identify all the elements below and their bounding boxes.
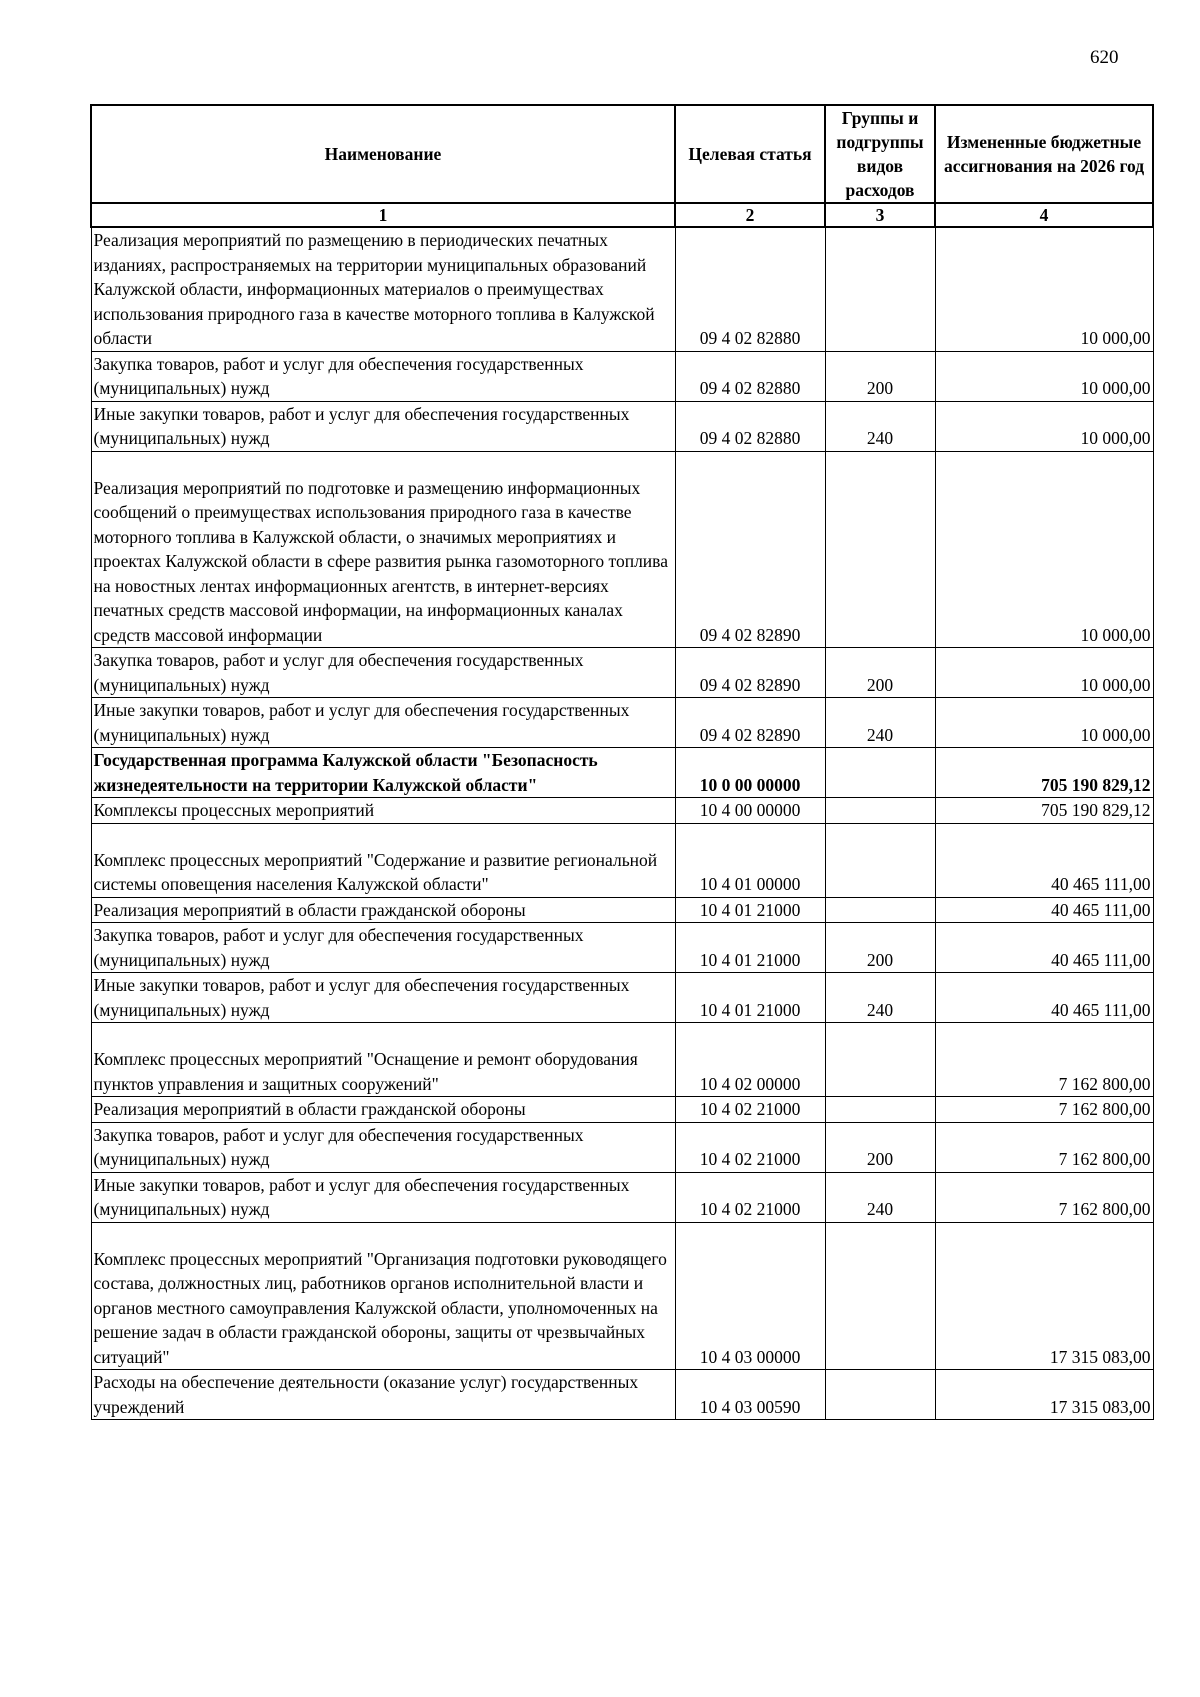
budget-table bbox=[90, 104, 1154, 1420]
row-target-article-cell: 10 4 02 21000 bbox=[675, 1172, 825, 1222]
row-expense-group-cell: 240 bbox=[825, 1172, 935, 1222]
row-expense-group-cell bbox=[825, 1097, 935, 1123]
row-name-cell: Комплекс процессных мероприятий "Организация подготовки руководящего состава, должностных лиц, работников органов исполнительной власти и органов местного самоуправления Калужской области, уполномоченных на решение задач в области гражданской обороны, защиты от чрезвычайных ситуаций" bbox=[91, 1222, 675, 1370]
page-number: 620 bbox=[1090, 47, 1119, 68]
row-expense-group-cell bbox=[825, 1023, 935, 1097]
table-row bbox=[91, 897, 1153, 923]
row-name-cell: Закупка товаров, работ и услуг для обеспечения государственных (муниципальных) нужд bbox=[91, 351, 675, 401]
row-amount-cell: 17 315 083,00 bbox=[935, 1222, 1153, 1370]
row-target-article-cell: 10 4 01 21000 bbox=[675, 973, 825, 1023]
row-target-article-cell: 09 4 02 82880 bbox=[675, 351, 825, 401]
column-number-3: 3 bbox=[825, 203, 935, 227]
row-name-cell: Закупка товаров, работ и услуг для обеспечения государственных (муниципальных) нужд bbox=[91, 1122, 675, 1172]
table-header bbox=[91, 105, 1153, 227]
row-name-cell: Комплексы процессных мероприятий bbox=[91, 798, 675, 824]
table-row bbox=[91, 401, 1153, 451]
row-target-article-cell: 10 4 02 21000 bbox=[675, 1122, 825, 1172]
row-amount-cell: 10 000,00 bbox=[935, 227, 1153, 351]
header-budget-allocations: Измененные бюджетные ассигнования на 2026 год bbox=[935, 105, 1153, 203]
row-target-article-cell: 10 4 01 21000 bbox=[675, 923, 825, 973]
table-row bbox=[91, 648, 1153, 698]
row-expense-group-cell bbox=[825, 798, 935, 824]
column-number-1: 1 bbox=[91, 203, 675, 227]
table-row bbox=[91, 351, 1153, 401]
header-name: Наименование bbox=[91, 105, 675, 203]
row-amount-cell: 7 162 800,00 bbox=[935, 1097, 1153, 1123]
table-row bbox=[91, 923, 1153, 973]
row-name-cell: Иные закупки товаров, работ и услуг для обеспечения государственных (муниципальных) нужд bbox=[91, 1172, 675, 1222]
row-name-cell: Комплекс процессных мероприятий "Содержание и развитие региональной системы оповещения населения Калужской области" bbox=[91, 823, 675, 897]
row-expense-group-cell bbox=[825, 748, 935, 798]
row-name-cell: Реализация мероприятий по размещению в периодических печатных изданиях, распространяемых на территории муниципальных образований Калужской области, информационных материалов о преимуществах использования природного газа в качестве моторного топлива в Калужской области bbox=[91, 227, 675, 351]
row-amount-cell: 705 190 829,12 bbox=[935, 748, 1153, 798]
row-target-article-cell: 09 4 02 82890 bbox=[675, 451, 825, 648]
row-amount-cell: 7 162 800,00 bbox=[935, 1122, 1153, 1172]
row-amount-cell: 10 000,00 bbox=[935, 401, 1153, 451]
row-target-article-cell: 10 4 01 21000 bbox=[675, 897, 825, 923]
row-amount-cell: 17 315 083,00 bbox=[935, 1370, 1153, 1420]
row-target-article-cell: 10 4 03 00590 bbox=[675, 1370, 825, 1420]
row-expense-group-cell: 200 bbox=[825, 923, 935, 973]
table-row bbox=[91, 1222, 1153, 1370]
row-amount-cell: 40 465 111,00 bbox=[935, 973, 1153, 1023]
row-expense-group-cell: 200 bbox=[825, 1122, 935, 1172]
row-expense-group-cell bbox=[825, 823, 935, 897]
row-target-article-cell: 09 4 02 82880 bbox=[675, 401, 825, 451]
row-amount-cell: 10 000,00 bbox=[935, 351, 1153, 401]
row-amount-cell: 10 000,00 bbox=[935, 698, 1153, 748]
row-target-article-cell: 09 4 02 82880 bbox=[675, 227, 825, 351]
table-row bbox=[91, 1122, 1153, 1172]
row-amount-cell: 7 162 800,00 bbox=[935, 1023, 1153, 1097]
row-name-cell: Комплекс процессных мероприятий "Оснащение и ремонт оборудования пунктов управления и защитных сооружений" bbox=[91, 1023, 675, 1097]
column-number-4: 4 bbox=[935, 203, 1153, 227]
table-row bbox=[91, 1023, 1153, 1097]
row-target-article-cell: 10 4 02 21000 bbox=[675, 1097, 825, 1123]
row-expense-group-cell bbox=[825, 1222, 935, 1370]
table-row bbox=[91, 973, 1153, 1023]
table-row bbox=[91, 748, 1153, 798]
row-name-cell: Закупка товаров, работ и услуг для обеспечения государственных (муниципальных) нужд bbox=[91, 923, 675, 973]
row-name-cell: Иные закупки товаров, работ и услуг для обеспечения государственных (муниципальных) нужд bbox=[91, 973, 675, 1023]
row-expense-group-cell: 200 bbox=[825, 351, 935, 401]
row-target-article-cell: 10 4 01 00000 bbox=[675, 823, 825, 897]
row-expense-group-cell: 200 bbox=[825, 648, 935, 698]
row-name-cell: Расходы на обеспечение деятельности (оказание услуг) государственных учреждений bbox=[91, 1370, 675, 1420]
row-amount-cell: 7 162 800,00 bbox=[935, 1172, 1153, 1222]
row-target-article-cell: 09 4 02 82890 bbox=[675, 698, 825, 748]
row-name-cell: Реализация мероприятий по подготовке и размещению информационных сообщений о преимуществах использования природного газа в качестве моторного топлива в Калужской области, о значимых мероприятиях и проектах Калужской области в сфере развития рынка газомоторного топлива на новостных лентах информационных агентств, в интернет-версиях печатных средств массовой информации, на информационных каналах средств массовой информации bbox=[91, 451, 675, 648]
row-name-cell: Государственная программа Калужской области "Безопасность жизнедеятельности на территории Калужской области" bbox=[91, 748, 675, 798]
row-target-article-cell: 09 4 02 82890 bbox=[675, 648, 825, 698]
row-name-cell: Реализация мероприятий в области гражданской обороны bbox=[91, 1097, 675, 1123]
row-expense-group-cell: 240 bbox=[825, 401, 935, 451]
column-number-2: 2 bbox=[675, 203, 825, 227]
row-target-article-cell: 10 4 03 00000 bbox=[675, 1222, 825, 1370]
table-row bbox=[91, 1172, 1153, 1222]
header-target-article: Целевая статья bbox=[675, 105, 825, 203]
row-amount-cell: 10 000,00 bbox=[935, 451, 1153, 648]
row-expense-group-cell: 240 bbox=[825, 698, 935, 748]
table-row bbox=[91, 451, 1153, 648]
row-amount-cell: 705 190 829,12 bbox=[935, 798, 1153, 824]
header-expense-groups: Группы и подгруппы видов расходов bbox=[825, 105, 935, 203]
row-name-cell: Реализация мероприятий в области гражданской обороны bbox=[91, 897, 675, 923]
row-expense-group-cell bbox=[825, 1370, 935, 1420]
row-name-cell: Иные закупки товаров, работ и услуг для обеспечения государственных (муниципальных) нужд bbox=[91, 401, 675, 451]
row-target-article-cell: 10 4 00 00000 bbox=[675, 798, 825, 824]
row-expense-group-cell bbox=[825, 897, 935, 923]
row-expense-group-cell bbox=[825, 227, 935, 351]
table-row bbox=[91, 1097, 1153, 1123]
row-expense-group-cell: 240 bbox=[825, 973, 935, 1023]
row-name-cell: Иные закупки товаров, работ и услуг для обеспечения государственных (муниципальных) нужд bbox=[91, 698, 675, 748]
table-row bbox=[91, 798, 1153, 824]
row-amount-cell: 40 465 111,00 bbox=[935, 823, 1153, 897]
row-target-article-cell: 10 0 00 00000 bbox=[675, 748, 825, 798]
row-name-cell: Закупка товаров, работ и услуг для обеспечения государственных (муниципальных) нужд bbox=[91, 648, 675, 698]
table-row bbox=[91, 698, 1153, 748]
table-body bbox=[91, 227, 1153, 1420]
row-amount-cell: 40 465 111,00 bbox=[935, 923, 1153, 973]
row-target-article-cell: 10 4 02 00000 bbox=[675, 1023, 825, 1097]
row-expense-group-cell bbox=[825, 451, 935, 648]
row-amount-cell: 40 465 111,00 bbox=[935, 897, 1153, 923]
row-amount-cell: 10 000,00 bbox=[935, 648, 1153, 698]
table-row bbox=[91, 227, 1153, 351]
table-row bbox=[91, 1370, 1153, 1420]
table-row bbox=[91, 823, 1153, 897]
